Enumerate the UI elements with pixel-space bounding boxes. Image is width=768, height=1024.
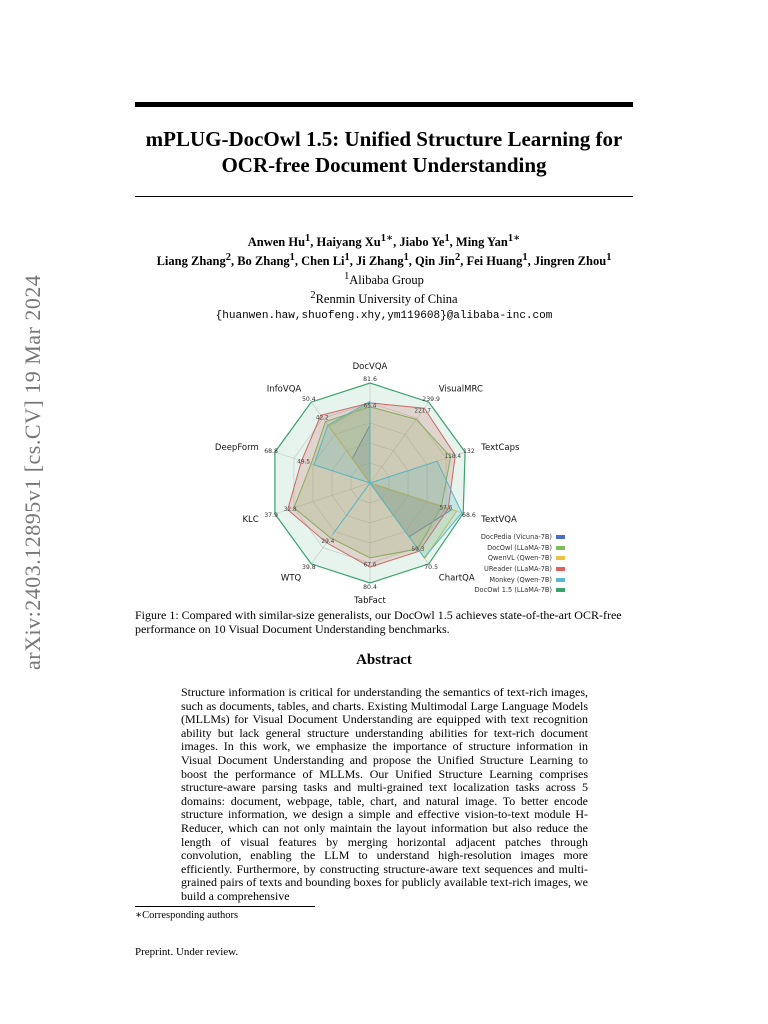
axis-label-9: InfoVQA [266,384,302,395]
axis-label-8: DeepForm [214,442,259,453]
legend-label-3: UReader (LLaMA-7B) [484,565,552,574]
title-top-rule [135,102,633,107]
l2-author-sup-1: 1 [289,252,295,264]
value-label-7: 32.8 [283,506,297,513]
value-label-4: 59.3 [411,547,425,554]
axis-max-label-2: 132 [463,447,475,455]
value-label-3: 57.6 [439,505,453,512]
value-label-9: 42.2 [315,415,329,422]
arxiv-side-label: arXiv:2403.12895v1 [cs.CV] 19 Mar 2024 [20,274,45,670]
axis-max-label-6: 39.8 [301,564,316,572]
l2-author-1: Bo Zhang$^1$ [237,252,295,269]
l2-author-5: Fei Huang$^1$ [466,252,528,269]
legend-swatch-0 [556,535,565,539]
axis-label-1: VisualMRC [438,384,483,395]
l2-author-sup-2: 1 [344,252,350,264]
l1-author-sup-2: 1 [444,233,450,244]
title-line-1: mPLUG-DocOwl 1.5: Unified Structure Learning for [145,127,623,151]
legend-swatch-2 [556,556,565,560]
figure-caption: Figure 1: Compared with similar-size generalists, our DocOwl 1.5 achieves state-of-the-art OCR-free performance on 10 Visual Document Understanding benchmarks. [135,608,622,636]
axis-max-label-9: 50.4 [301,395,316,403]
legend-label-5: DocOwl 1.5 (LLaMA-7B) [474,586,552,595]
affiliation-1-name: Alibaba Group [349,273,424,288]
l2-author-sup-3: 1 [403,252,409,264]
legend-label-0: DocPedia (Vicuna-7B) [480,533,552,542]
l1-author-3: Ming Yan$^{1∗}$ [455,233,521,250]
legend-item-5 [465,585,565,596]
legend-item-3 [465,564,565,575]
series-area-5 [275,383,465,583]
l2-author-0: Liang Zhang$^2$ [156,252,231,269]
legend-label-4: Monkey (Qwen-7B) [489,575,552,584]
axis-label-2: TextCaps [481,442,520,453]
axis-max-label-7: 37.9 [264,512,278,520]
legend-item-2 [465,553,565,564]
axis-max-label-8: 68.8 [264,447,278,455]
affiliation-2 [135,288,633,307]
l2-author-2: Chen Li$^1$ [301,252,350,269]
l1-author-2: Jiabo Ye$^1$ [399,233,450,250]
l2-author-sup-0: 2 [225,252,231,264]
axis-max-label-0: 81.6 [363,376,377,383]
legend-swatch-4 [556,578,565,582]
l1-author-1: Haiyang $Xu^{1∗}$ [316,233,394,250]
axis-label-3: TextVQA [481,515,517,526]
axis-max-label-5: 80.4 [363,584,377,591]
l2-author-sup-6: 1 [606,252,612,264]
author-line-1: Anwen Hu$^1$, Haiyang $Xu^{1∗}$, Jiabo Ye$^1$, Ming Yan$^{1∗}$ [247,233,521,250]
affiliation-1-sup: 1 [344,271,350,283]
axis-max-label-4: 70.5 [424,564,439,572]
legend-swatch-5 [556,588,565,592]
author-block [135,231,633,324]
value-label-6: 29.4 [321,538,335,545]
axis-label-7: KLC [242,515,259,526]
title-line-2: OCR-free Document Understanding [221,153,547,177]
abstract-heading: Abstract [356,652,412,668]
affiliation-2-sup: 2 [310,290,316,302]
l1-author-sup-1: 1∗ [380,233,394,244]
footnote: ∗Corresponding authors [135,910,239,921]
l1-author-sup-3: 1∗ [507,233,521,244]
affiliation-1 [135,269,633,288]
legend-swatch-1 [556,546,565,550]
chart-legend [465,532,565,596]
l1-author-sup-0: 1 [305,233,311,244]
axis-label-4: ChartQA [438,573,475,584]
value-label-1: 221.7 [414,408,431,415]
abstract-text: Structure information is critical for understanding the semantics of text-rich images, such as documents, tables, and charts. Existing Multimodal Large Language Models (MLLMs) for Visual Document Understanding are equipped with text recognition ability but lack general structure understanding abilities for text-rich document images. In this work, we emphasize the importance of structure information in Visual Document Understanding and propose the Unified Structure Learning to boost the performance of MLLMs. Our Unified Structure Learning comprises structure-aware parsing tasks and multi-grained text localization tasks across 5 domains: document, webpage, table, chart, and natural image. To better encode structure information, we design a simple and effective vision-to-text module H-Reducer, which can not only maintain the layout information but also reduce the length of visual features by merging horizontal adjacent patches through convolution, enabling the LLM to understand high-resolution images more efficiently. Furthermore, by constructing structure-aware text sequences and multi-grained pairs of texts and bounding boxes for publicly available text-rich images, we build a comprehensive [181,685,588,903]
value-label-2: 118.4 [444,454,462,461]
legend-item-1 [465,543,565,554]
value-label-8: 49.5 [297,459,311,466]
l2-author-6: Jingren Zhou$^1$ [533,252,612,269]
axis-label-5: TabFact [354,596,386,606]
axis-label-6: WTQ [280,573,302,584]
axis-label-0: DocVQA [352,362,388,372]
axis-max-label-1: 239.9 [422,395,440,403]
legend-item-4 [465,574,565,585]
author-line-2: Liang Zhang$^2$, Bo Zhang$^1$, Chen Li$^1$, Ji Zhang$^1$, Qin Jin$^2$, Fei Huang$^1$, Jingren Zhou$^1$ [156,252,612,269]
legend-swatch-3 [556,567,565,571]
l2-author-4: Qin Jin$^2$ [415,252,461,269]
legend-item-0 [465,532,565,543]
l2-author-sup-5: 1 [522,252,528,264]
value-label-0: 65.4 [363,403,377,410]
title-bottom-rule [135,196,633,197]
legend-label-1: DocOwl (LLaMA-7B) [487,543,552,552]
legend-label-2: QwenVL (Qwen-7B) [487,554,552,563]
axis-max-label-3: 68.6 [462,512,476,520]
l2-author-3: Ji Zhang$^1$ [355,252,409,269]
l2-author-sup-4: 2 [454,252,461,264]
l1-author-0: Anwen Hu$^1$ [247,233,311,250]
affiliation-2-name: Renmin University of China [315,292,458,307]
preprint-note: Preprint. Under review. [135,946,239,958]
footnote-rule [135,906,315,907]
author-emails: {huanwen.haw,shuofeng.xhy,ym119608}@alibaba-inc.com [215,309,553,322]
paper-title [135,126,633,178]
value-label-5: 67.6 [363,562,377,569]
